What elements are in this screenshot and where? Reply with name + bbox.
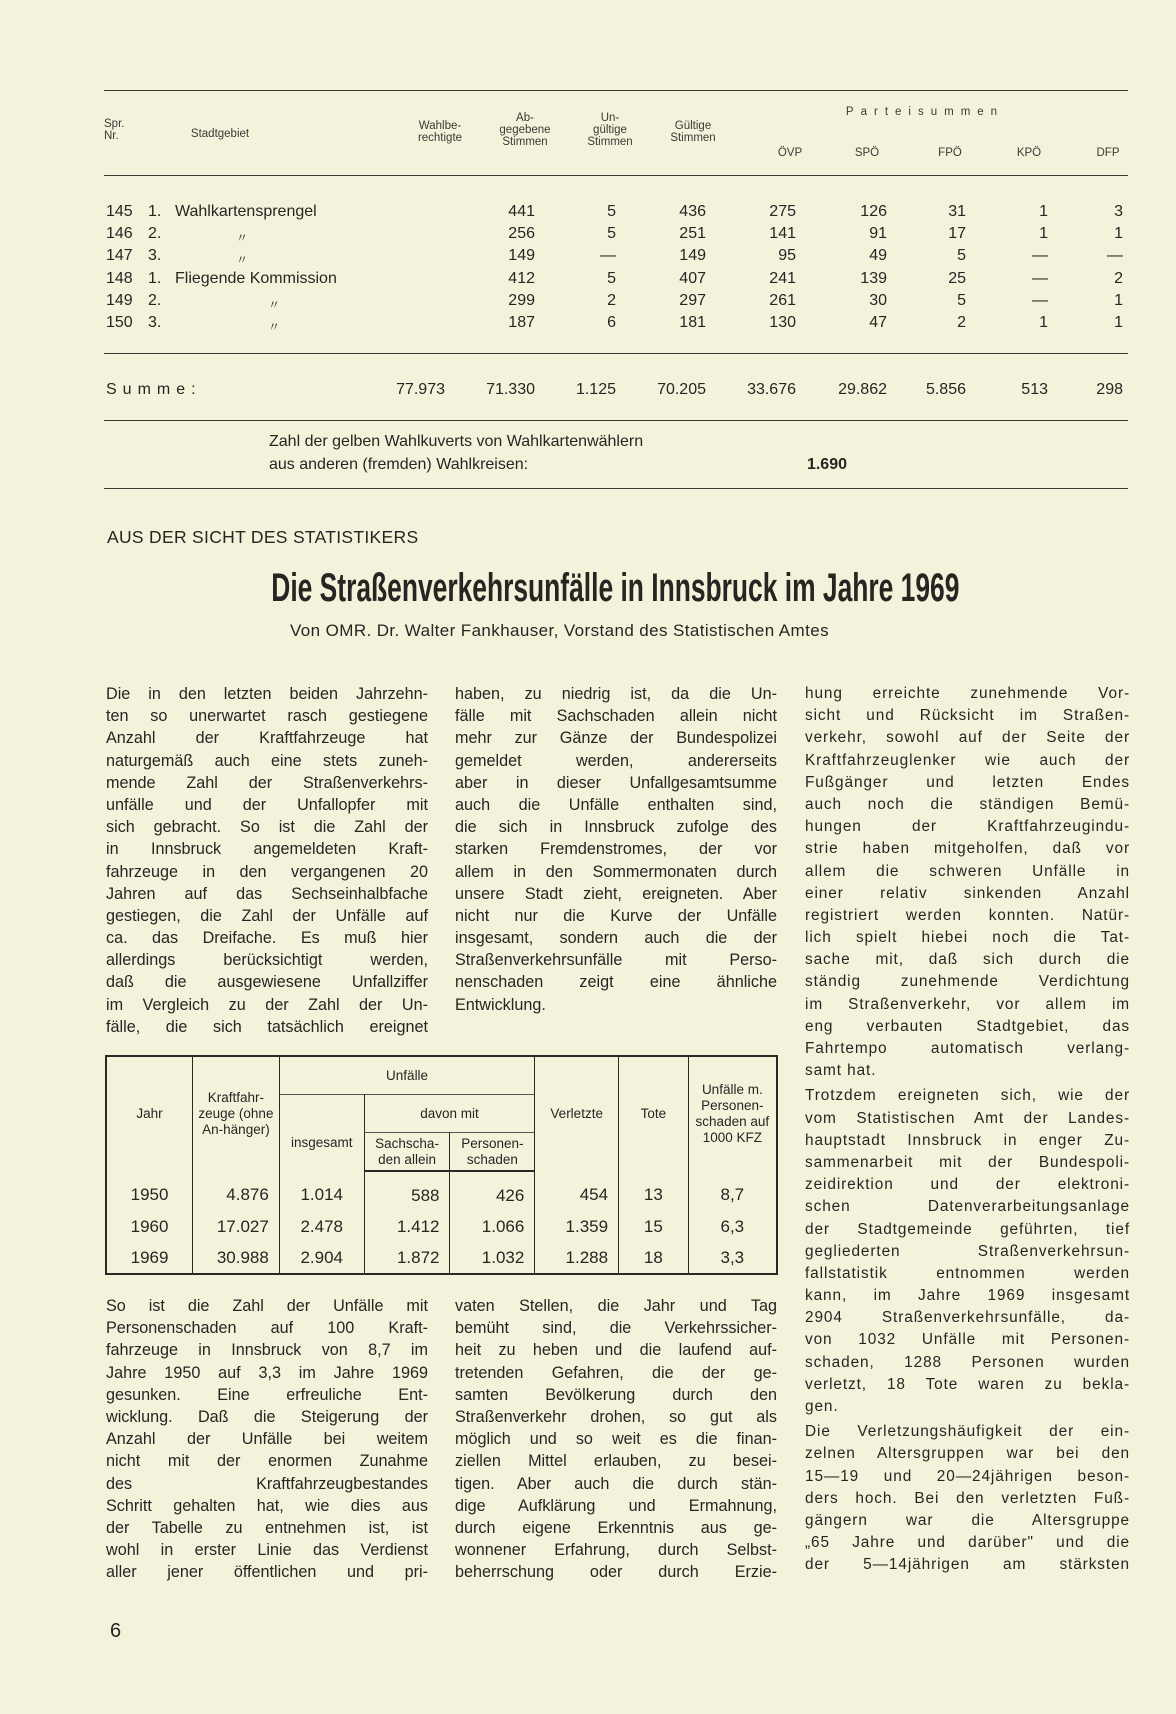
row-nr: 150	[106, 314, 133, 331]
cell-tote: 18	[619, 1242, 689, 1274]
text-column-2-top	[455, 683, 777, 1016]
header-text: Gültige	[674, 120, 712, 132]
text-line: haben, zu niedrig ist, da die Un-	[455, 685, 777, 703]
text-line: mende Zahl der Straßenverkehrs-	[106, 773, 428, 792]
row-value: 187	[508, 314, 535, 331]
text-line: aber in dieser Unfallgesamtsumme	[455, 773, 777, 792]
header-insgesamt: insgesamt	[279, 1095, 364, 1172]
text-line: fahrzeuge in Innsbruck von 8,7 im	[106, 1341, 428, 1360]
row-value: 6	[607, 314, 616, 331]
row-value: 30	[869, 292, 887, 309]
text-line: von 1032 Unfälle mit Personen-	[805, 1331, 1130, 1349]
cell-jahr: 1950	[106, 1171, 193, 1211]
cell-jahr: 1960	[106, 1211, 193, 1242]
text-line: sache mit, daß sich durch die	[805, 951, 1130, 969]
text-line: kann, im Jahre 1969 insgesamt	[805, 1287, 1130, 1305]
row-value: 139	[860, 270, 887, 287]
note-line-1: Zahl der gelben Wahlkuverts von Wahlkartenwählern	[269, 433, 644, 450]
text-line: beherrschung oder durch Erzie-	[455, 1563, 777, 1582]
rule-body	[104, 353, 1128, 354]
text-line: heit zu heben und die laufend auf-	[455, 1341, 777, 1360]
text-line: „65 Jahre und darüber" und die	[805, 1534, 1130, 1552]
header-rate: Unfälle m. Personen-schaden auf 1000 KFZ	[688, 1056, 777, 1171]
row-nr: 145	[106, 203, 133, 220]
text-line: ten so unerwartet rasch gestiegene	[106, 707, 428, 726]
row-value: —	[1032, 270, 1048, 287]
row-value: 149	[508, 247, 535, 264]
rule-sum	[104, 420, 1128, 421]
text-line: Fahrtempo automatisch verlang-	[805, 1040, 1130, 1057]
header-party-spoe: SPÖ	[854, 147, 880, 159]
sum-value: 298	[1096, 381, 1123, 398]
text-line: nicht nur die Kurve der Unfälle	[455, 906, 777, 925]
header-party-dfp: DFP	[1096, 147, 1120, 159]
cell-verletzte: 1.359	[535, 1211, 619, 1242]
row-value: 126	[860, 203, 887, 220]
row-value: —	[1032, 247, 1048, 264]
text-line: allem in den Sommermonaten durch	[455, 862, 777, 881]
row-value: 31	[948, 203, 966, 220]
row-value: 1	[1114, 225, 1123, 242]
header-text: Stimmen	[502, 136, 548, 148]
text-line: Personenschaden auf 100 Kraft-	[106, 1319, 428, 1338]
row-value: 5	[957, 247, 966, 264]
note-line-2: aus anderen (fremden) Wahlkreisen:	[269, 456, 529, 473]
rule-note	[104, 488, 1128, 489]
text-line: Fußgänger und letzten Endes	[805, 773, 1130, 791]
sum-value: 77.973	[396, 381, 445, 398]
row-value: 17	[948, 225, 966, 242]
article-byline: Von OMR. Dr. Walter Fankhauser, Vorstand des Statistischen Amtes	[290, 621, 829, 640]
paragraph	[106, 1295, 428, 1583]
row-value: 275	[769, 203, 796, 220]
row-value: 5	[607, 203, 616, 220]
row-value: 5	[957, 292, 966, 309]
row-index: 3.	[148, 314, 162, 331]
cell-sach: 588	[364, 1171, 450, 1211]
paragraph	[455, 683, 777, 1016]
header-stadtgebiet: Stadtgebiet	[190, 128, 250, 140]
cell-sach: 1.872	[364, 1242, 450, 1274]
row-nr: 149	[106, 292, 133, 309]
cell-personen: 426	[450, 1171, 535, 1211]
row-stadtgebiet: Fliegende Kommission	[175, 270, 337, 287]
sum-value: 29.862	[838, 381, 887, 398]
cell-verletzte: 1.288	[535, 1242, 619, 1274]
header-text: gegebene	[499, 124, 551, 136]
row-value: 412	[508, 270, 535, 287]
row-value: 1	[1114, 314, 1123, 331]
cell-insgesamt: 2.478	[279, 1211, 364, 1242]
text-line: Die in den letzten beiden Jahrzehn-	[106, 685, 428, 703]
row-value: 149	[679, 247, 706, 264]
text-line: lich spielt hiebei noch die Tat-	[805, 929, 1130, 947]
text-line: fallstatistik entnommen werden	[805, 1264, 1130, 1282]
header-text: Nr.	[104, 130, 119, 142]
text-line: nicht mit der enormen Zunahme	[106, 1452, 428, 1471]
text-line: dige Aufklärung und Ermahnung,	[455, 1496, 777, 1515]
article-kicker: AUS DER SICHT DES STATISTIKERS	[107, 527, 419, 547]
text-line: Schritt gehalten hat, wie dies aus	[106, 1496, 428, 1515]
row-index: 3.	[148, 247, 162, 264]
sum-value: 1.125	[575, 381, 616, 398]
text-line: unsere Stadt zieht, ereigneten. Aber	[455, 884, 777, 903]
row-value: 241	[769, 270, 796, 287]
text-line: Anzahl der Unfälle bei weitem	[106, 1430, 428, 1449]
row-value: 297	[679, 292, 706, 309]
row-value: 5	[607, 225, 616, 242]
sum-value: 513	[1021, 381, 1048, 398]
row-value: —	[1032, 292, 1048, 309]
text-line: daß die ausgewiesene Unfallziffer	[106, 973, 428, 992]
text-line: wonnener Erfahrung, durch Selbst-	[455, 1541, 777, 1560]
text-line: starken Fremdenstromes, der vor	[455, 840, 777, 859]
paragraph	[805, 683, 1130, 1082]
row-value: 130	[769, 314, 796, 331]
text-line: registriert werden konnten. Natür-	[805, 906, 1130, 924]
text-line: des Kraftfahrzeugbestandes	[106, 1474, 428, 1493]
paragraph	[106, 683, 428, 1038]
cell-kfz: 17.027	[193, 1211, 280, 1242]
text-line: insgesamt, sondern auch die der	[455, 929, 777, 948]
text-line: tretenden Gefahren, die der ge-	[455, 1363, 777, 1382]
page-number: 6	[110, 1620, 122, 1642]
text-line: sicht und Rücksicht im Straßen-	[805, 707, 1130, 725]
cell-rate: 3,3	[688, 1242, 777, 1274]
cell-insgesamt: 2.904	[279, 1242, 364, 1274]
text-line: nenschaden zeigt eine ähnliche	[455, 973, 777, 992]
text-line: samt hat.	[805, 1062, 877, 1080]
text-line: eng verbauten Stadtgebiet, das	[805, 1017, 1130, 1035]
text-line: vaten Stellen, die Jahr und Tag	[455, 1297, 777, 1315]
text-line: auch die Unfälle enthalten sind,	[455, 795, 777, 814]
text-line: naturgemäß auch eine stets zuneh-	[106, 751, 428, 770]
cell-jahr: 1969	[106, 1242, 193, 1274]
row-index: 1.	[148, 270, 162, 287]
text-line: fälle, die sich tatsächlich ereignet	[106, 1017, 428, 1036]
text-line: zelnen Altersgruppen war bei den	[805, 1445, 1130, 1463]
text-line: bemüht sind, die Verkehrssicher-	[455, 1319, 777, 1338]
text-line: mehr zur Gänze der Bundespolizei	[455, 729, 777, 748]
text-line: samten Bevölkerung durch den	[455, 1385, 777, 1404]
header-text: rechtigte	[417, 132, 463, 144]
header-davon-mit: davon mit	[364, 1095, 535, 1133]
header-abgegebene	[485, 112, 565, 148]
header-spr-nr	[104, 118, 124, 142]
text-line: gängern war die Altersgruppe	[805, 1511, 1130, 1529]
table-row	[106, 1242, 777, 1274]
header-personenschaden: Personen-schaden	[450, 1133, 535, 1172]
text-line: fälle mit Sachschaden allein nicht	[455, 707, 777, 726]
text-line: gen.	[805, 1398, 839, 1415]
row-value: 181	[679, 314, 706, 331]
header-gueltige	[653, 120, 733, 144]
text-line: Kraftfahrzeuglenker wie auch der	[805, 751, 1130, 769]
header-text: Wahlbe-	[418, 120, 462, 132]
rule-top	[104, 90, 1128, 91]
row-nr: 146	[106, 225, 133, 242]
text-line: Straßenverkehrsunfälle mit Perso-	[455, 951, 777, 970]
cell-rate: 6,3	[688, 1211, 777, 1242]
row-value: 261	[769, 292, 796, 309]
sum-value: 70.205	[657, 381, 706, 398]
text-line: gestiegen, die Zahl der Unfälle auf	[106, 906, 428, 925]
row-value: 2	[957, 314, 966, 331]
text-line: schen Datenverarbeitungsanlage	[805, 1198, 1130, 1216]
text-line: sammenarbeit mit der Bundespoli-	[805, 1153, 1130, 1171]
text-line: der 5—14jährigen am stärksten	[805, 1556, 1130, 1574]
text-line: schaden, 1288 Personen wurden	[805, 1353, 1130, 1371]
row-value: 1	[1039, 314, 1048, 331]
row-value: 441	[508, 203, 535, 220]
paragraph	[805, 1085, 1130, 1418]
cell-kfz: 30.988	[193, 1242, 280, 1274]
text-line: zeidirektion und der elektroni-	[805, 1176, 1130, 1194]
text-line: Entwicklung.	[455, 995, 546, 1014]
text-line: aller jener öffentlichen und pri-	[106, 1563, 428, 1582]
text-line: strie haben mitgeholfen, daß vor	[805, 840, 1130, 858]
row-value: 91	[869, 225, 887, 242]
ditto-mark: 〃	[268, 298, 281, 312]
header-parteisummen: Parteisummen	[845, 106, 1005, 118]
text-line: wohl in erster Linie das Verdienst	[106, 1541, 428, 1560]
rule-header	[104, 175, 1128, 176]
cell-sach: 1.412	[364, 1211, 450, 1242]
row-value: —	[1107, 247, 1123, 264]
header-sachschaden: Sachscha-den allein	[364, 1133, 450, 1172]
header-party-kpoe: KPÖ	[1016, 147, 1042, 159]
row-value: 141	[769, 225, 796, 242]
text-line: ca. das Dreifache. Es muß hier	[106, 929, 428, 948]
row-value: 1	[1114, 292, 1123, 309]
text-line: Jahre 1950 auf 3,3 im Jahre 1969	[106, 1363, 428, 1382]
cell-kfz: 4.876	[193, 1171, 280, 1211]
row-value: 5	[607, 270, 616, 287]
text-line: hungen der Kraftfahrzeugindu-	[805, 818, 1130, 836]
text-line: Jahren auf das Sechseinhalbfache	[106, 884, 428, 903]
text-line: auch noch die ständigen Bemü-	[805, 795, 1130, 813]
header-text: Un-	[600, 112, 620, 124]
header-jahr: Jahr	[106, 1056, 193, 1171]
article-title-wrap	[0, 566, 1176, 611]
cell-insgesamt: 1.014	[279, 1171, 364, 1211]
header-text: gültige	[593, 124, 627, 136]
sum-value: 71.330	[486, 381, 535, 398]
text-line: gemeldet werden, andererseits	[455, 751, 777, 770]
row-value: 407	[679, 270, 706, 287]
text-line: verkehr, sowohl auf der Seite der	[805, 729, 1130, 747]
row-value: 2	[607, 292, 616, 309]
row-nr: 147	[106, 247, 133, 264]
text-column-3	[805, 683, 1130, 1577]
row-index: 2.	[148, 292, 162, 309]
text-line: So ist die Zahl der Unfälle mit	[106, 1297, 428, 1315]
row-value: 436	[679, 203, 706, 220]
cell-personen: 1.032	[450, 1242, 535, 1274]
header-text: Stimmen	[670, 132, 716, 144]
text-line: im Straßenverkehr, vor allem im	[805, 995, 1130, 1013]
row-value: 256	[508, 225, 535, 242]
text-line: im Vergleich zu der Zahl der Un-	[106, 995, 428, 1014]
text-line: möglich und so weit es die finan-	[455, 1430, 777, 1449]
cell-tote: 15	[619, 1211, 689, 1242]
text-line: der Stadtgemeinde geführten, tief	[805, 1220, 1130, 1238]
text-line: der Tabelle zu entnehmen ist, ist	[106, 1518, 428, 1537]
text-line: gesunken. Eine erfreuliche Ent-	[106, 1385, 428, 1404]
note-value: 1.690	[806, 456, 847, 473]
paragraph	[455, 1295, 777, 1583]
text-line: hung erreichte zunehmende Vor-	[805, 685, 1130, 702]
accident-statistics-table	[105, 1055, 778, 1275]
header-unfaelle: Unfälle	[279, 1056, 535, 1095]
row-value: —	[600, 247, 616, 264]
sum-value: 5.856	[925, 381, 966, 398]
header-text: Ab-	[516, 112, 534, 124]
text-line: Straßenverkehr drohen, so gut als	[455, 1407, 777, 1426]
table-row	[106, 1171, 777, 1211]
text-line: tigen. Aber auch die durch stän-	[455, 1474, 777, 1493]
cell-rate: 8,7	[688, 1171, 777, 1211]
text-line: wicklung. Daß die Steigerung der	[106, 1407, 428, 1426]
text-line: sich gebracht. So ist die Zahl der	[106, 818, 428, 837]
text-line: 2904 Straßenverkehrsunfälle, da-	[805, 1309, 1130, 1327]
header-party-oevp: ÖVP	[777, 147, 803, 159]
cell-personen: 1.066	[450, 1211, 535, 1242]
text-line: ziellen Mittel erlauben, zu besei-	[455, 1452, 777, 1471]
sum-value: 33.676	[747, 381, 796, 398]
text-line: ständig zunehmende Verdichtung	[805, 973, 1130, 991]
row-value: 1	[1039, 225, 1048, 242]
header-verletzte: Verletzte	[535, 1056, 619, 1171]
row-value: 299	[508, 292, 535, 309]
text-line: hauptstadt Innsbruck in enger Zu-	[805, 1131, 1130, 1149]
text-line: Die Verletzungshäufigkeit der ein-	[805, 1423, 1130, 1441]
row-value: 95	[778, 247, 796, 264]
row-value: 49	[869, 247, 887, 264]
text-column-1-bottom	[106, 1295, 428, 1583]
header-party-fpoe: FPÖ	[938, 147, 962, 159]
row-nr: 148	[106, 270, 133, 287]
row-index: 1.	[148, 203, 162, 220]
row-value: 2	[1114, 270, 1123, 287]
row-value: 251	[679, 225, 706, 242]
header-ungueltige	[570, 112, 650, 148]
text-line: allem die schweren Unfälle in	[805, 862, 1130, 880]
header-wahlberechtigte	[400, 120, 480, 144]
row-value: 3	[1114, 203, 1123, 220]
text-line: die sich in Innsbruck zufolge des	[455, 818, 777, 837]
text-line: vom Statistischen Amt der Landes-	[805, 1109, 1130, 1127]
ditto-mark: 〃	[236, 253, 249, 267]
row-value: 47	[869, 314, 887, 331]
table-row	[106, 1211, 777, 1242]
text-column-2-bottom	[455, 1295, 777, 1583]
text-line: Trotzdem ereigneten sich, wie der	[805, 1087, 1130, 1105]
cell-verletzte: 454	[535, 1171, 619, 1211]
row-value: 25	[948, 270, 966, 287]
text-line: in Innsbruck angemeldeten Kraft-	[106, 840, 428, 859]
header-tote: Tote	[619, 1056, 689, 1171]
text-line: ders hoch. Bei den verletzten Fuß-	[805, 1489, 1130, 1507]
text-line: gegliederten Straßenverkehrsun-	[805, 1242, 1130, 1260]
text-line: unfälle und der Unfallopfer mit	[106, 795, 428, 814]
text-line: einer relativ sinkenden Anzahl	[805, 884, 1130, 902]
ditto-mark: 〃	[236, 231, 249, 245]
text-line: allerdings berücksichtigt werden,	[106, 951, 428, 970]
text-line: fahrzeuge in den vergangenen 20	[106, 862, 428, 881]
row-value: 1	[1039, 203, 1048, 220]
text-column-1-top	[106, 683, 428, 1038]
sum-label: Summe:	[106, 381, 202, 398]
header-text: Spr.	[104, 118, 125, 130]
header-kfz: Kraftfahr-zeuge (ohne An-hänger)	[193, 1056, 280, 1171]
text-line: Anzahl der Kraftfahrzeuge hat	[106, 729, 428, 748]
text-line: 15—19 und 20—24jährigen beson-	[805, 1467, 1130, 1485]
row-index: 2.	[148, 225, 162, 242]
paragraph	[805, 1421, 1130, 1576]
article-title: Die Straßenverkehrsunfälle in Innsbruck im Jahre 1969	[270, 566, 960, 610]
header-text: Stimmen	[587, 136, 633, 148]
text-line: durch eigene Erkenntnis aus ge-	[455, 1518, 777, 1537]
ditto-mark: 〃	[268, 320, 281, 334]
row-stadtgebiet: Wahlkartensprengel	[175, 203, 317, 220]
cell-tote: 13	[619, 1171, 689, 1211]
text-line: verletzt, 18 Tote waren zu bekla-	[805, 1375, 1130, 1393]
